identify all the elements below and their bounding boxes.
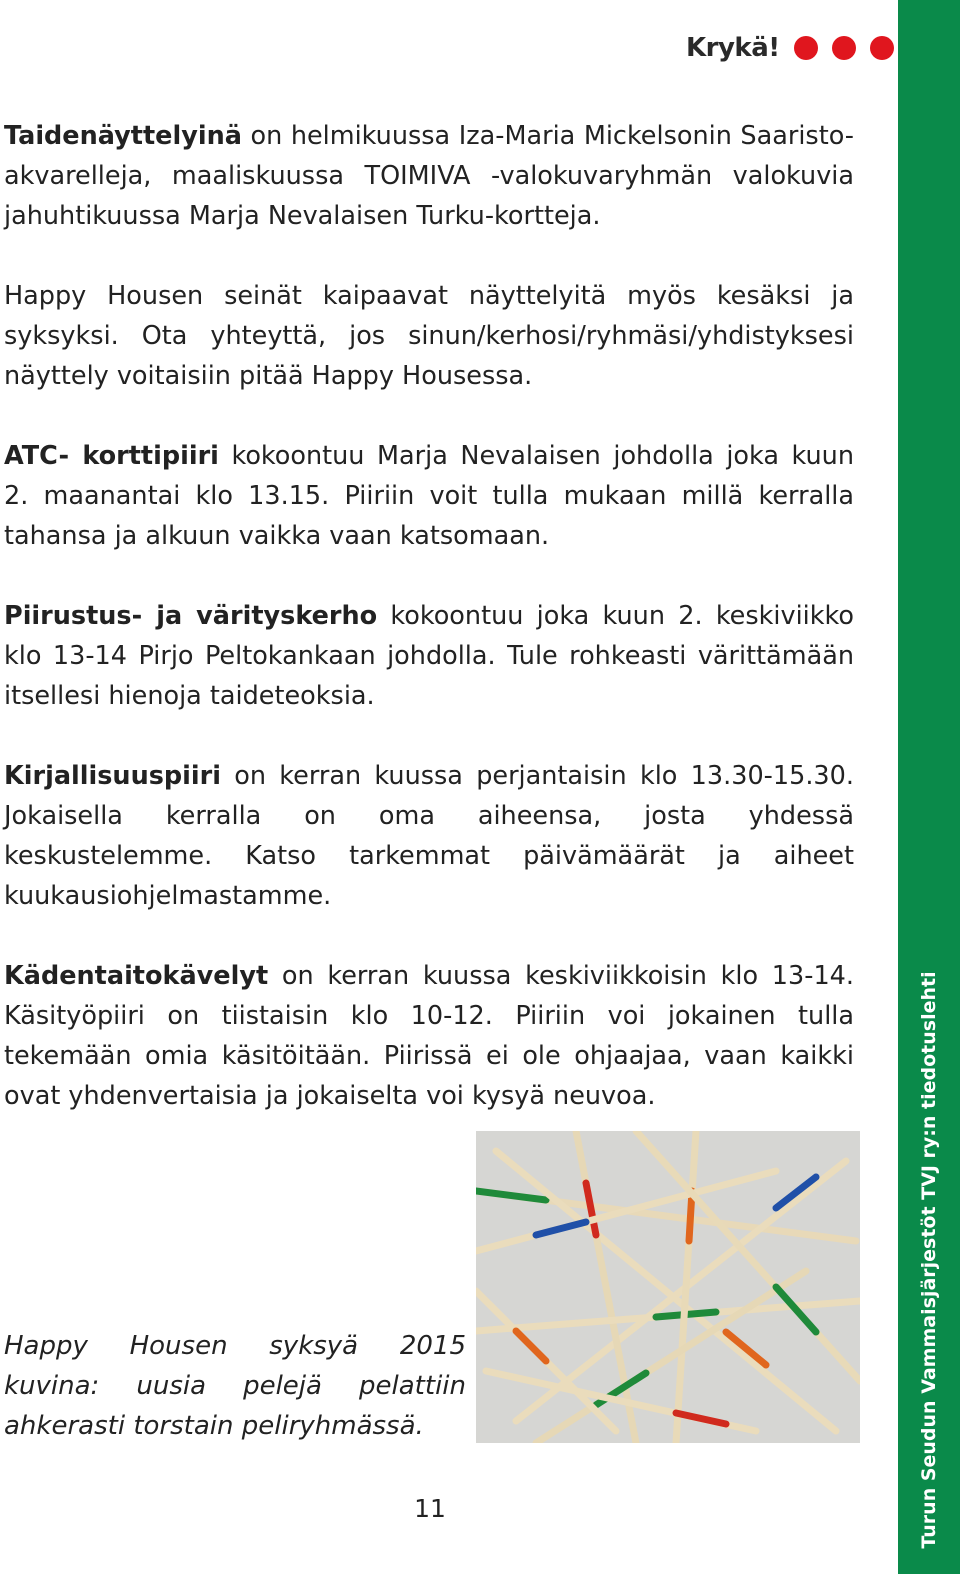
paragraph-text: kokoontuu Marja Nevalaisen johdolla joka kuun 2. maanantai klo 13.15. Piiriin voit tulla mukaan millä kerralla tahansa ja alkuun vaikka vaan katsomaan. xyxy=(4,441,854,551)
red-dot-icon xyxy=(832,36,856,60)
paragraph-text: kokoontuu joka kuun 2. keskiviikko klo 13-14 Pirjo Peltokankaan johdolla. Tule rohkeasti värittämään itsellesi hienoja taideteoksia. xyxy=(4,601,854,711)
paragraph-lead: Taidenäyttelyinä xyxy=(4,121,242,151)
paragraph-drawing-club xyxy=(4,596,854,716)
red-dot-icon xyxy=(870,36,894,60)
photo-caption: Happy Housen syksyä 2015 kuvina: uusia pelejä pelattiin ahkerasti torstain peliryhmässä. xyxy=(4,1331,466,1441)
paragraph-atc xyxy=(4,436,854,556)
paragraph-lead: Piirustus- ja värityskerho xyxy=(4,601,378,631)
page-number: 11 xyxy=(414,1494,446,1523)
paragraph-text: on helmikuussa Iza-Maria Mickelsonin Saaristo-akvarelleja, maaliskuussa TOIMIVA -valokuvaryhmän valokuvia jahuhtikuussa Marja Nevalaisen Turku-kortteja. xyxy=(4,121,854,231)
red-dot-icon xyxy=(794,36,818,60)
paragraph-lead: Kädentaitokävelyt xyxy=(4,961,269,991)
article-body xyxy=(4,116,854,1156)
brand-logo-text: Krykä! xyxy=(686,33,780,63)
paragraph-literature xyxy=(4,756,854,916)
paragraph-walls xyxy=(4,276,854,396)
paragraph-crafts xyxy=(4,956,854,1116)
pick-up-sticks-illustration xyxy=(476,1131,860,1443)
paragraph-text: Happy Housen seinät kaipaavat näyttelyitä myös kesäksi ja syksyksi. Ota yhteyttä, jos sinun/kerhosi/ryhmäsi/yhdistyksesi näyttely voitaisiin pitää Happy Housessa. xyxy=(4,281,854,391)
paragraph-lead: ATC- korttipiiri xyxy=(4,441,219,471)
page-header xyxy=(686,28,908,68)
paragraph-lead: Kirjallisuuspiiri xyxy=(4,761,221,791)
paragraph-text: on kerran kuussa keskiviikkoisin klo 13-14. Käsityöpiiri on tiistaisin klo 10-12. Piiriin voi jokainen tulla tekemään omia käsitöitään. Piirissä ei ole ohjaajaa, vaan kaikki ovat yhdenvertaisia ja jokaiselta voi kysyä neuvoa. xyxy=(4,961,854,1111)
sidebar-publication-title: Turun Seudun Vammaisjärjestöt TVJ ry:n tiedotuslehti xyxy=(918,971,940,1549)
pick-up-sticks-photo xyxy=(476,1131,860,1443)
paragraph-text: on kerran kuussa perjantaisin klo 13.30-15.30. Jokaisella kerralla on oma aiheensa, josta yhdessä keskustelemme. Katso tarkemmat päivämäärät ja aiheet kuukausiohjelmastamme. xyxy=(4,761,854,911)
paragraph-exhibitions xyxy=(4,116,854,236)
